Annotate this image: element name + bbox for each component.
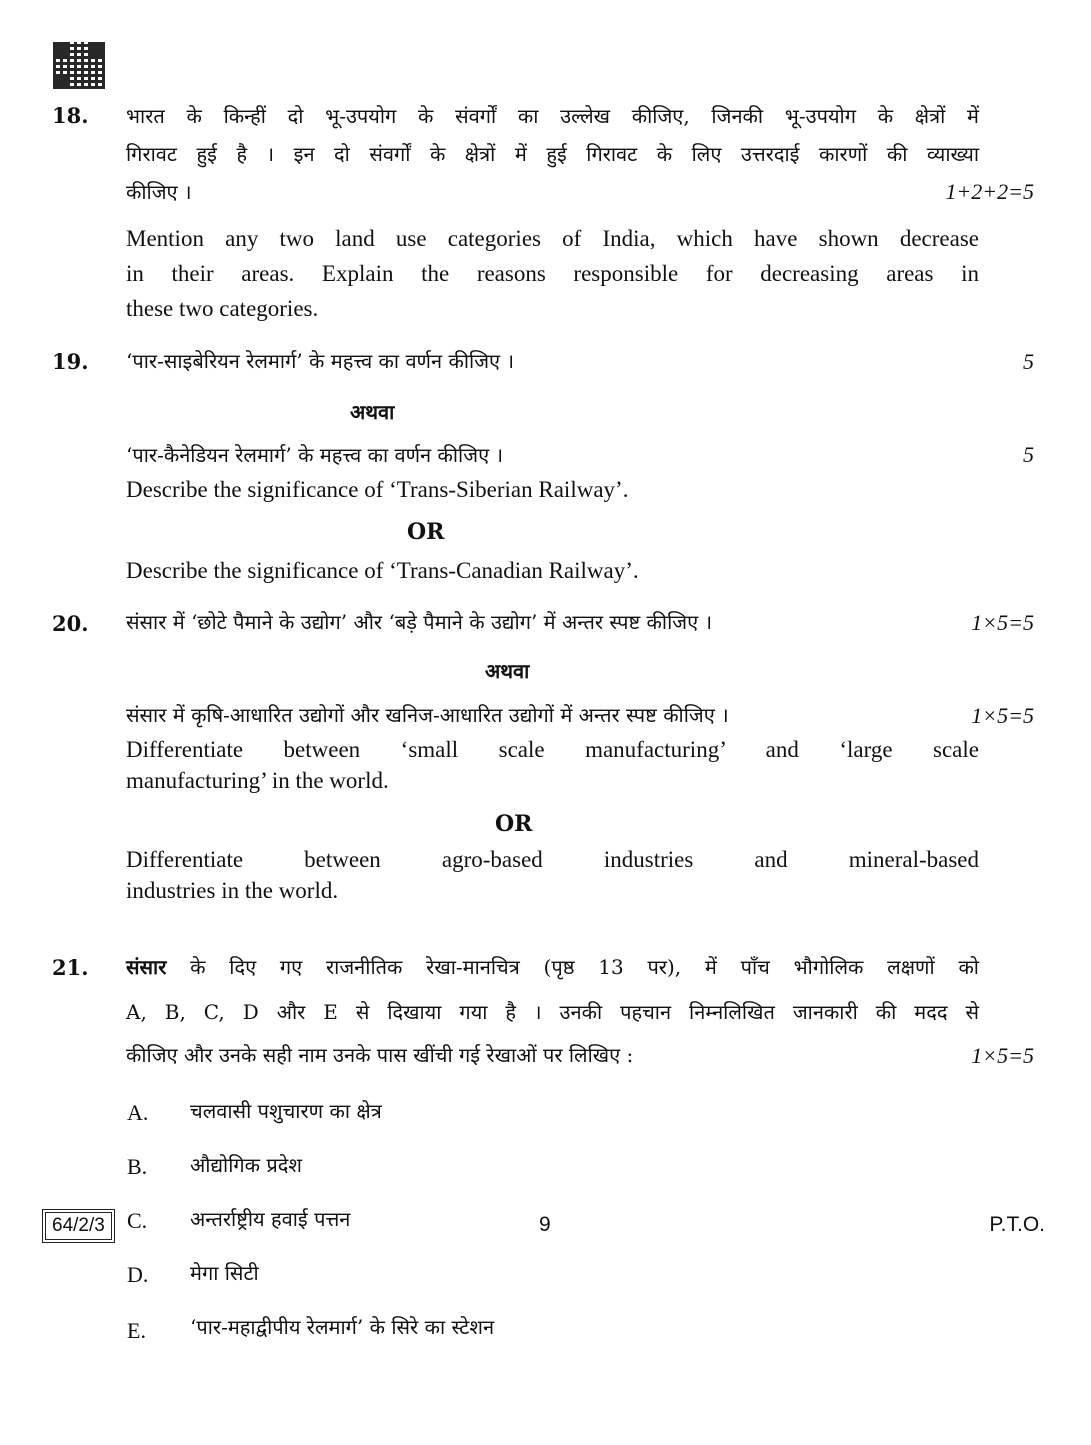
q19-hindi-b: ‘पार-कैनेडियन रेलमार्ग’ के महत्त्व का वर्णन कीजिए । bbox=[126, 443, 504, 467]
q19-english-b: Describe the significance of ‘Trans-Canadian Railway’. bbox=[126, 558, 639, 583]
please-turn-over: P.T.O. bbox=[989, 1213, 1045, 1236]
paper-code: 64/2/3 bbox=[45, 1212, 112, 1240]
q20-hindi-a: संसार में ‘छोटे पैमाने के उद्योग’ और ‘बड़े पैमाने के उद्योग’ में अन्तर स्पष्ट कीजिए । bbox=[126, 610, 713, 634]
q21-line-1-rest: के दिए गए राजनीतिक रेखा-मानचित्र (पृष्ठ 13 पर), में पाँच भौगोलिक लक्षणों को bbox=[166, 955, 979, 979]
q20-marks-b: 1×5=5 bbox=[971, 703, 1034, 728]
q20-english-b-line-2: industries in the world. bbox=[126, 878, 339, 903]
q21-line-3: कीजिए और उनके सही नाम उनके पास खींची गई रेखाओं पर लिखिए : bbox=[126, 1043, 634, 1067]
option-a-letter: A. bbox=[127, 1100, 149, 1125]
q20-english-b-line-1: Differentiate between agro-based industries and mineral-based bbox=[126, 847, 979, 872]
q19-or-english: OR bbox=[407, 519, 445, 545]
option-b-letter: B. bbox=[127, 1154, 148, 1179]
q19-marks-a: 5 bbox=[1023, 349, 1034, 374]
q18-english-line-2: in their areas. Explain the reasons responsible for decreasing areas in bbox=[126, 261, 979, 286]
q20-english-a-line-2: manufacturing’ in the world. bbox=[126, 768, 389, 793]
q19-english-a: Describe the significance of ‘Trans-Siberian Railway’. bbox=[126, 477, 629, 502]
option-c-letter: C. bbox=[127, 1208, 148, 1233]
option-d-text: मेगा सिटी bbox=[190, 1261, 259, 1285]
q20-hindi-b: संसार में कृषि-आधारित उद्योगों और खनिज-आधारित उद्योगों में अन्तर स्पष्ट कीजिए । bbox=[126, 703, 729, 727]
option-d-letter: D. bbox=[127, 1262, 149, 1287]
question-18-number: 18. bbox=[52, 103, 89, 128]
question-20-number: 20. bbox=[52, 611, 89, 636]
q18-marks: 1+2+2=5 bbox=[945, 179, 1034, 204]
q18-english-line-1: Mention any two land use categories of India, which have shown decrease bbox=[126, 226, 979, 251]
question-19-number: 19. bbox=[52, 349, 89, 374]
q19-marks-b: 5 bbox=[1023, 442, 1034, 467]
q19-hindi-a: ‘पार-साइबेरियन रेलमार्ग’ के महत्त्व का वर्णन कीजिए । bbox=[126, 349, 515, 373]
option-e-text: ‘पार-महाद्वीपीय रेलमार्ग’ के सिरे का स्टेशन bbox=[190, 1315, 495, 1339]
q21-line-2: A, B, C, D और E से दिखाया गया है । उनकी पहचान निम्नलिखित जानकारी की मदद से bbox=[126, 1000, 979, 1024]
q18-english-line-3: these two categories. bbox=[126, 296, 319, 321]
q21-line-1 bbox=[126, 948, 979, 986]
q18-hindi-line-3: कीजिए । bbox=[126, 180, 192, 204]
q21-marks: 1×5=5 bbox=[971, 1043, 1034, 1068]
option-c-text: अन्तर्राष्ट्रीय हवाई पत्तन bbox=[190, 1207, 351, 1231]
q18-hindi-line-1: भारत के किन्हीं दो भू-उपयोग के संवर्गों का उल्लेख कीजिए, जिनकी भू-उपयोग के क्षेत्रों में bbox=[126, 104, 979, 128]
option-b-text: औद्योगिक प्रदेश bbox=[190, 1153, 302, 1177]
option-a-text: चलवासी पशुचारण का क्षेत्र bbox=[190, 1099, 382, 1123]
option-e-letter: E. bbox=[127, 1318, 146, 1343]
q18-hindi-line-2: गिरावट हुई है । इन दो संवर्गों के क्षेत्रों में हुई गिरावट के लिए उत्तरदाई कारणों की व्याख्या bbox=[126, 142, 979, 166]
question-21-number: 21. bbox=[52, 955, 89, 980]
page-number: 9 bbox=[539, 1213, 551, 1236]
q19-or-hindi: अथवा bbox=[350, 400, 395, 424]
q21-bold-word: संसार bbox=[126, 955, 167, 979]
q20-english-a-line-1: Differentiate between ‘small scale manufacturing’ and ‘large scale bbox=[126, 737, 979, 762]
q20-or-english: OR bbox=[495, 811, 533, 837]
q20-or-hindi: अथवा bbox=[485, 659, 530, 683]
qr-code bbox=[53, 42, 105, 89]
q20-marks-a: 1×5=5 bbox=[971, 610, 1034, 635]
